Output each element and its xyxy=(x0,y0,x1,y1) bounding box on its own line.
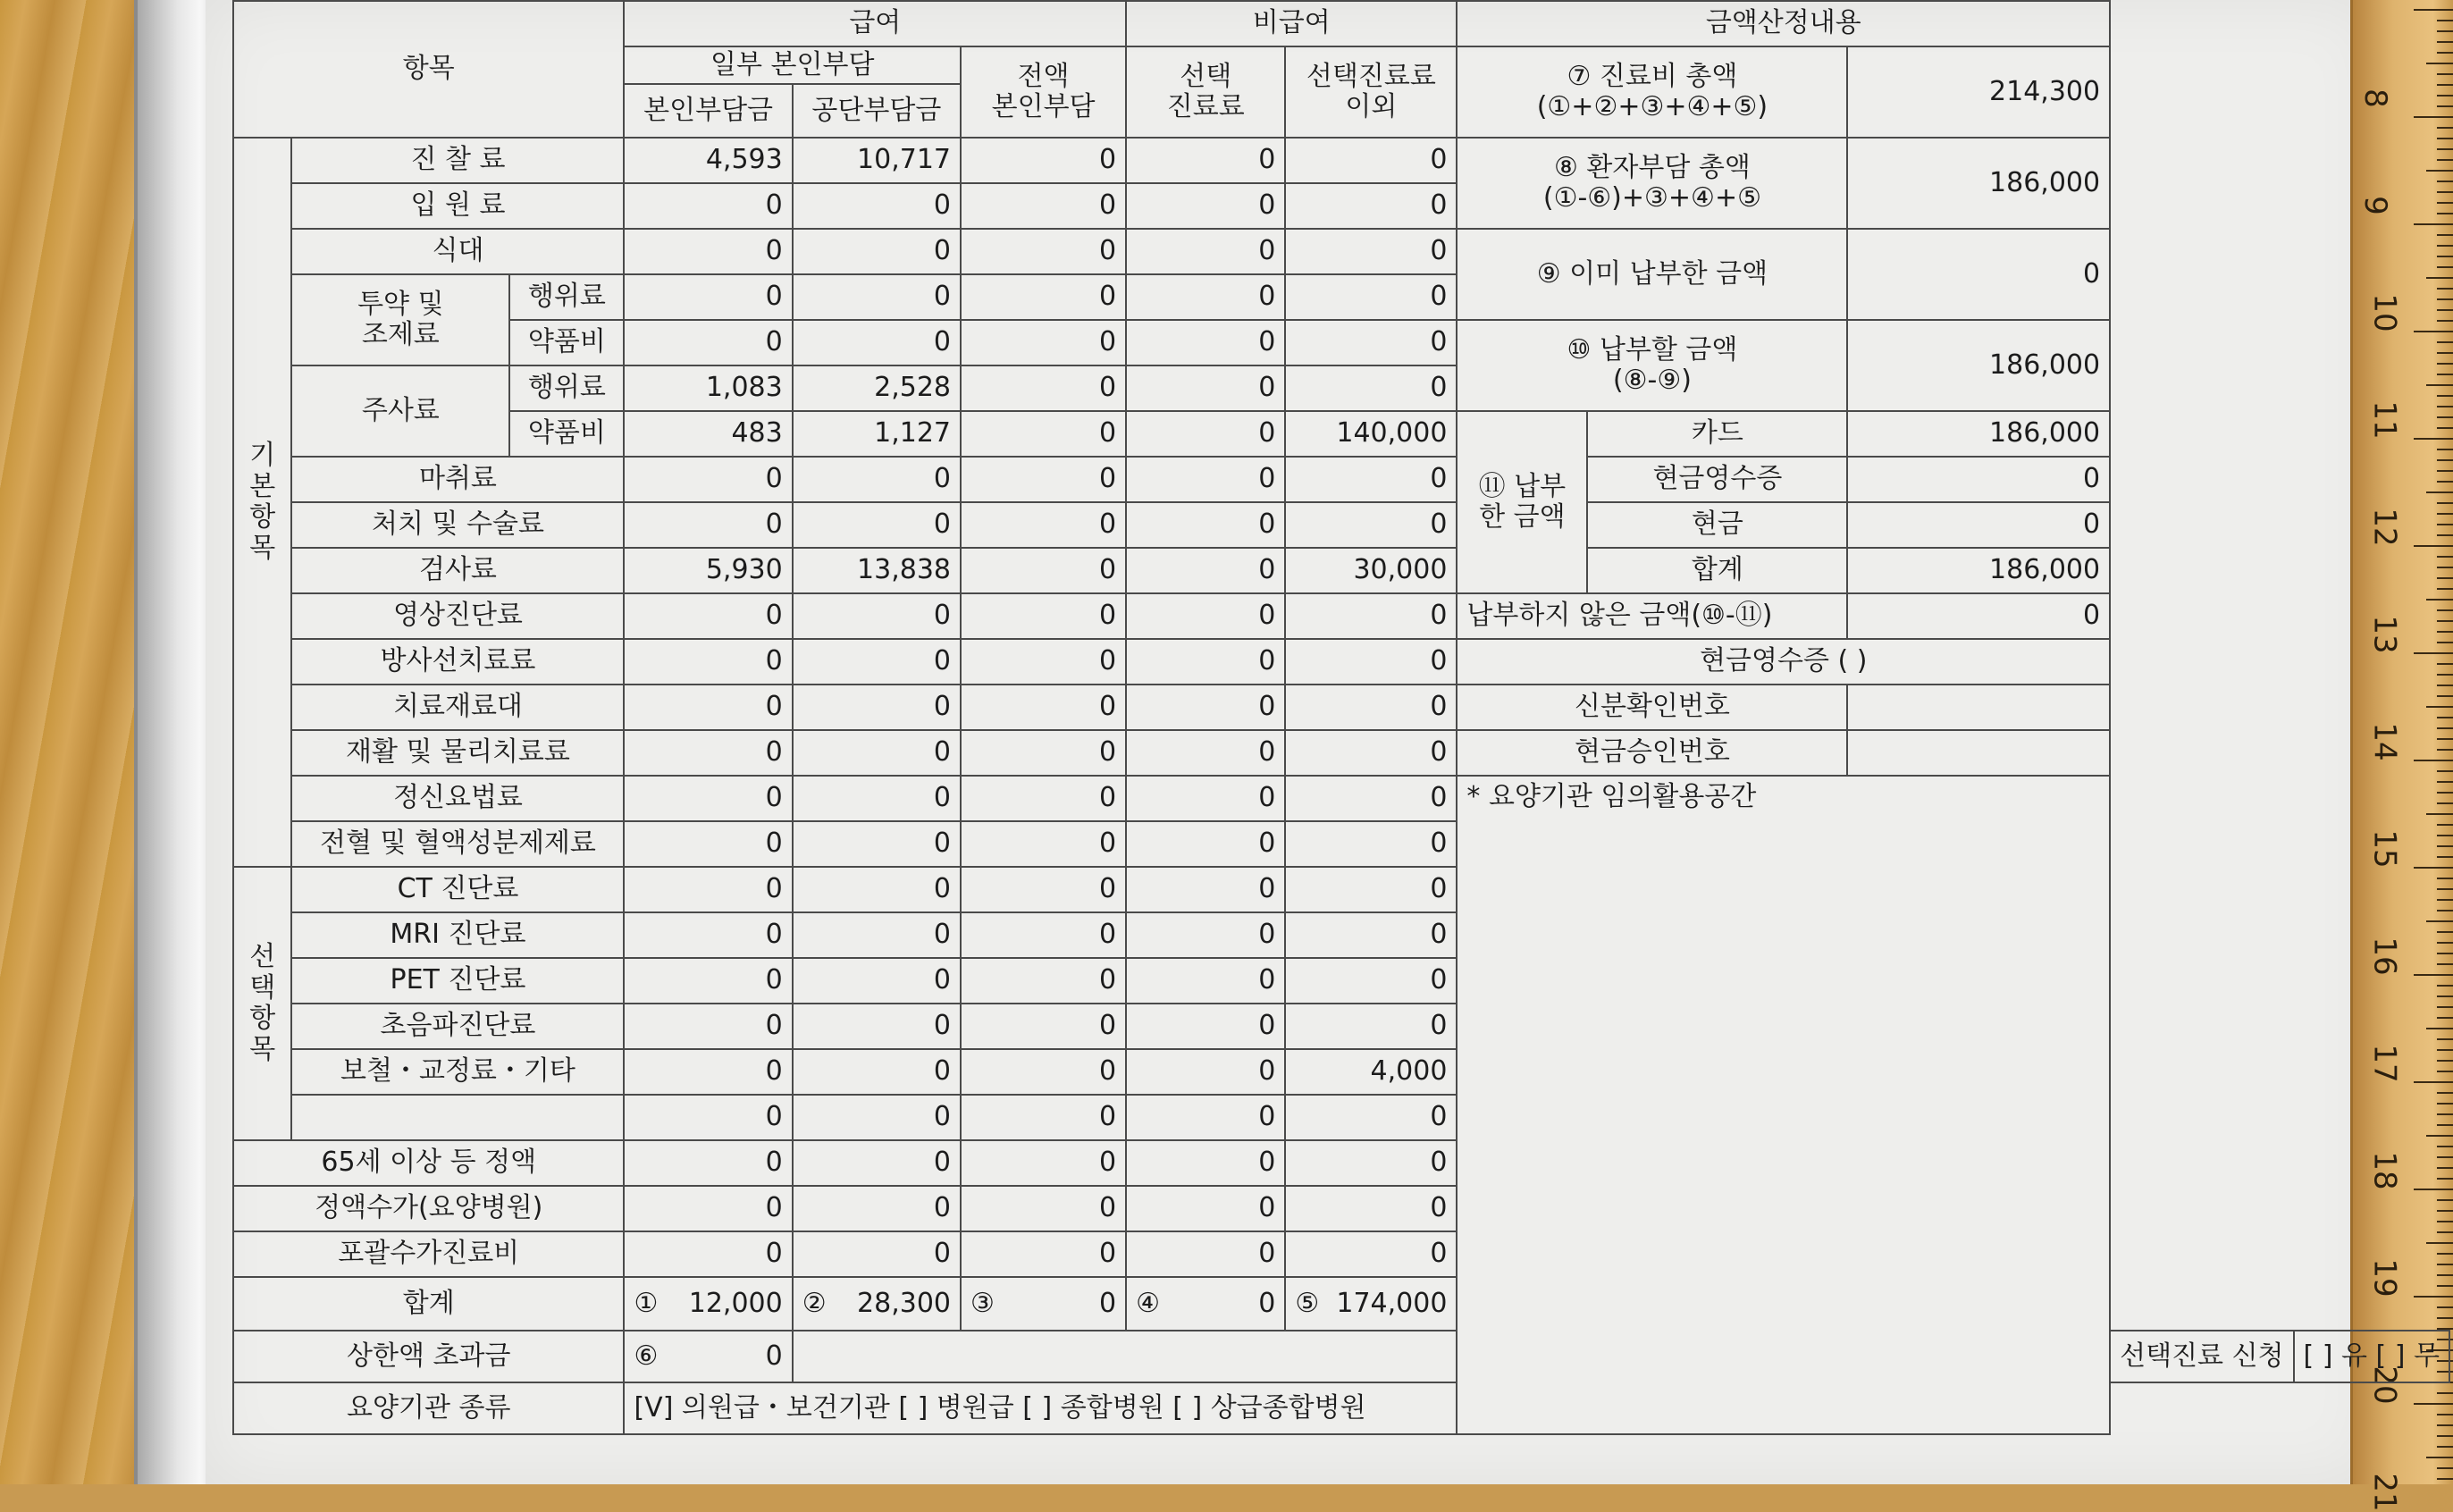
ruler-number: 18 xyxy=(2366,1151,2403,1190)
row-value-3: 0 xyxy=(1126,730,1285,776)
table-row xyxy=(233,320,2449,365)
row-value-1: 0 xyxy=(793,1186,961,1231)
row-value-0: 5,930 xyxy=(624,548,792,593)
row-value-4: 0 xyxy=(1285,730,1457,776)
row-value-3: 0 xyxy=(1126,138,1285,183)
totals-value-1: ② 28,300 xyxy=(793,1277,961,1331)
row-value-2: 0 xyxy=(961,457,1126,502)
row-value-3: 0 xyxy=(1126,502,1285,548)
row-value-4: 0 xyxy=(1285,1004,1457,1049)
calc-paid-value: 0 xyxy=(1847,229,2110,320)
row-value-2: 0 xyxy=(961,320,1126,365)
header-self: 본인부담금 xyxy=(624,84,792,138)
row-value-4: 0 xyxy=(1285,1140,1457,1186)
calc-due-label: ⑩ 납부할 금액 (⑧-⑨) xyxy=(1457,320,1847,411)
row-value-4: 0 xyxy=(1285,138,1457,183)
row-value-0: 0 xyxy=(624,1095,792,1140)
row-value-0: 1,083 xyxy=(624,365,792,411)
excess-value: ⑥ 0 xyxy=(624,1331,792,1382)
circled-number: ④ xyxy=(1136,1287,1161,1319)
row-value-1: 0 xyxy=(793,320,961,365)
row-value-1: 0 xyxy=(793,1095,961,1140)
row-value-4: 0 xyxy=(1285,183,1457,229)
calc-sum-value: 186,000 xyxy=(1847,548,2110,593)
row-value-4: 0 xyxy=(1285,593,1457,639)
row-value-4: 0 xyxy=(1285,958,1457,1004)
row-value-2: 0 xyxy=(961,1095,1126,1140)
row-value-1: 0 xyxy=(793,229,961,274)
calc-approval-label: 현금승인번호 xyxy=(1457,730,1847,776)
circled-number: ① xyxy=(634,1287,659,1319)
row-value-0: 0 xyxy=(624,912,792,958)
row-label: 보철・교정료・기타 xyxy=(291,1049,624,1095)
table-row xyxy=(233,639,2449,685)
ruler-number: 16 xyxy=(2366,937,2403,976)
row-value-4: 0 xyxy=(1285,1095,1457,1140)
table-row xyxy=(233,821,2449,867)
row-value-0: 0 xyxy=(624,639,792,685)
row-value-0: 0 xyxy=(624,1004,792,1049)
table-row xyxy=(233,1049,2449,1095)
row-value-3: 0 xyxy=(1126,1186,1285,1231)
table-row xyxy=(233,457,2449,502)
row-value-0: 0 xyxy=(624,320,792,365)
header-item: 항목 xyxy=(233,1,624,138)
table-row xyxy=(233,229,2449,274)
free-space: * 요양기관 임의활용공간 xyxy=(1457,776,2110,1434)
row-value-2: 0 xyxy=(961,365,1126,411)
row-value-2: 0 xyxy=(961,274,1126,320)
ruler-number: 8 xyxy=(2356,88,2393,108)
row-value-1: 0 xyxy=(793,1049,961,1095)
row-value-4: 0 xyxy=(1285,1186,1457,1231)
row-value-3: 0 xyxy=(1126,912,1285,958)
table-row xyxy=(233,1095,2449,1140)
row-label: 재활 및 물리치료료 xyxy=(291,730,624,776)
row-value-3: 0 xyxy=(1126,274,1285,320)
excess-label: 상한액 초과금 xyxy=(233,1331,624,1382)
row-label: 영상진단료 xyxy=(291,593,624,639)
row-value-0: 0 xyxy=(624,457,792,502)
row-value-1: 0 xyxy=(793,958,961,1004)
row-value-1: 0 xyxy=(793,274,961,320)
row-value-0: 0 xyxy=(624,958,792,1004)
row-value-1: 0 xyxy=(793,1231,961,1277)
row-value-3: 0 xyxy=(1126,411,1285,457)
row-value-3: 0 xyxy=(1126,365,1285,411)
calc-approval-value xyxy=(1847,730,2110,776)
row-value-1: 0 xyxy=(793,821,961,867)
row-label: 행위료 xyxy=(509,365,624,411)
table-row xyxy=(233,912,2449,958)
row-value-4: 0 xyxy=(1285,274,1457,320)
table-row xyxy=(233,1140,2449,1186)
row-value-1: 0 xyxy=(793,639,961,685)
header-calc: 금액산정내용 xyxy=(1457,1,2110,46)
row-value-0: 0 xyxy=(624,274,792,320)
calc-payment-label: ⑪ 납부 한 금액 xyxy=(1457,411,1587,593)
row-value-4: 0 xyxy=(1285,776,1457,821)
ruler-tick xyxy=(2437,1467,2453,1469)
row-label: 정액수가(요양병원) xyxy=(233,1186,624,1231)
calc-patient-value: 186,000 xyxy=(1847,138,2110,229)
row-value-2: 0 xyxy=(961,1004,1126,1049)
row-value-2: 0 xyxy=(961,867,1126,912)
row-label: 마취료 xyxy=(291,457,624,502)
table-row xyxy=(233,274,2449,320)
circled-number: ⑥ xyxy=(634,1340,659,1372)
row-value-0: 4,593 xyxy=(624,138,792,183)
row-label: 방사선치료료 xyxy=(291,639,624,685)
row-value-0: 0 xyxy=(624,593,792,639)
circled-number: ② xyxy=(802,1287,827,1319)
totals-value-2: ③ 0 xyxy=(961,1277,1126,1331)
row-value-3: 0 xyxy=(1126,457,1285,502)
calc-card-label: 카드 xyxy=(1587,411,1847,457)
ruler-number: 17 xyxy=(2366,1044,2403,1083)
row-value-3: 0 xyxy=(1126,958,1285,1004)
row-value-1: 13,838 xyxy=(793,548,961,593)
row-value-1: 0 xyxy=(793,1140,961,1186)
calc-due-value: 186,000 xyxy=(1847,320,2110,411)
row-group-label: 주사료 xyxy=(291,365,509,457)
circled-number: ③ xyxy=(970,1287,995,1319)
table-row xyxy=(233,138,2449,183)
table-row xyxy=(233,365,2449,411)
row-label: 초음파진단료 xyxy=(291,1004,624,1049)
row-label: CT 진단료 xyxy=(291,867,624,912)
row-value-2: 0 xyxy=(961,138,1126,183)
row-value-3: 0 xyxy=(1126,1049,1285,1095)
row-label: 약품비 xyxy=(509,411,624,457)
row-label: 식대 xyxy=(291,229,624,274)
table-row xyxy=(233,548,2449,593)
row-value-1: 10,717 xyxy=(793,138,961,183)
calc-unpaid-label: 납부하지 않은 금액(⑩-⑪) xyxy=(1457,593,1847,639)
row-value-1: 0 xyxy=(793,867,961,912)
row-value-3: 0 xyxy=(1126,548,1285,593)
row-value-4: 0 xyxy=(1285,639,1457,685)
row-value-3: 0 xyxy=(1126,593,1285,639)
header-noninsured: 비급여 xyxy=(1126,1,1457,46)
row-value-2: 0 xyxy=(961,183,1126,229)
row-value-1: 0 xyxy=(793,685,961,730)
ruler-tick xyxy=(2426,1457,2453,1458)
table-row xyxy=(233,1186,2449,1231)
table-row xyxy=(233,958,2449,1004)
table-row xyxy=(233,183,2449,229)
table-row xyxy=(233,411,2449,457)
ruler-number: 21 xyxy=(2366,1473,2403,1512)
row-value-1: 0 xyxy=(793,1004,961,1049)
row-label: 약품비 xyxy=(509,320,624,365)
totals-label: 합계 xyxy=(233,1277,624,1331)
row-value-2: 0 xyxy=(961,912,1126,958)
row-label: 처치 및 수술료 xyxy=(291,502,624,548)
row-value-2: 0 xyxy=(961,1049,1126,1095)
calc-id-label: 신분확인번호 xyxy=(1457,685,1847,730)
table-row xyxy=(233,1004,2449,1049)
ruler-number: 19 xyxy=(2366,1258,2403,1298)
row-value-3: 0 xyxy=(1126,1004,1285,1049)
row-value-2: 0 xyxy=(961,730,1126,776)
totals-value-4: ⑤ 174,000 xyxy=(1285,1277,1457,1331)
row-value-4: 30,000 xyxy=(1285,548,1457,593)
row-value-0: 0 xyxy=(624,867,792,912)
row-value-0: 0 xyxy=(624,685,792,730)
row-value-3: 0 xyxy=(1126,320,1285,365)
calc-cashreceipt-label: 현금영수증 xyxy=(1587,457,1847,502)
row-value-2: 0 xyxy=(961,685,1126,730)
row-label: 정신요법료 xyxy=(291,776,624,821)
select-req-label: 선택진료 신청 xyxy=(2110,1331,2293,1382)
row-value-3: 0 xyxy=(1126,1140,1285,1186)
row-value-2: 0 xyxy=(961,411,1126,457)
ruler-number: 12 xyxy=(2366,508,2403,547)
ruler-number: 14 xyxy=(2366,722,2403,761)
row-label: 검사료 xyxy=(291,548,624,593)
header-full: 전액 본인부담 xyxy=(961,46,1126,138)
medical-receipt-table xyxy=(232,0,2450,1435)
row-value-0: 0 xyxy=(624,1049,792,1095)
header-partial: 일부 본인부담 xyxy=(624,46,961,84)
header-insured: 급여 xyxy=(624,1,1126,46)
row-value-4: 4,000 xyxy=(1285,1049,1457,1095)
row-value-4: 0 xyxy=(1285,685,1457,730)
totals-value-3: ④ 0 xyxy=(1126,1277,1285,1331)
row-value-3: 0 xyxy=(1126,229,1285,274)
row-value-2: 0 xyxy=(961,502,1126,548)
row-value-3: 0 xyxy=(1126,1095,1285,1140)
header-corp: 공단부담금 xyxy=(793,84,961,138)
row-value-4: 140,000 xyxy=(1285,411,1457,457)
row-value-3: 0 xyxy=(1126,685,1285,730)
ruler-number: 15 xyxy=(2366,829,2403,869)
calc-card-value: 186,000 xyxy=(1847,411,2110,457)
table-row xyxy=(233,776,2449,821)
calc-total-value: 214,300 xyxy=(1847,46,2110,138)
row-value-4: 0 xyxy=(1285,457,1457,502)
row-value-3: 0 xyxy=(1126,639,1285,685)
calc-cash-value: 0 xyxy=(1847,502,2110,548)
row-value-2: 0 xyxy=(961,1140,1126,1186)
institution-label: 요양기관 종류 xyxy=(233,1382,624,1434)
row-value-2: 0 xyxy=(961,776,1126,821)
table-row xyxy=(233,867,2449,912)
row-label xyxy=(291,1095,624,1140)
row-value-4: 0 xyxy=(1285,502,1457,548)
row-label: 행위료 xyxy=(509,274,624,320)
row-value-1: 0 xyxy=(793,912,961,958)
row-group-label: 투약 및 조제료 xyxy=(291,274,509,365)
calc-paid-label: ⑨ 이미 납부한 금액 xyxy=(1457,229,1847,320)
row-value-0: 0 xyxy=(624,183,792,229)
ruler-number: 9 xyxy=(2356,196,2393,215)
excess-blank xyxy=(793,1331,1458,1382)
row-label: MRI 진단료 xyxy=(291,912,624,958)
header-select: 선택 진료료 xyxy=(1126,46,1285,138)
row-value-0: 0 xyxy=(624,1140,792,1186)
row-label: 포괄수가진료비 xyxy=(233,1231,624,1277)
row-value-2: 0 xyxy=(961,229,1126,274)
row-value-2: 0 xyxy=(961,958,1126,1004)
group-selective: 선 택 항 목 xyxy=(233,867,291,1140)
row-value-4: 0 xyxy=(1285,1231,1457,1277)
row-label: 입 원 료 xyxy=(291,183,624,229)
row-label: 치료재료대 xyxy=(291,685,624,730)
row-label: 65세 이상 등 정액 xyxy=(233,1140,624,1186)
row-value-0: 0 xyxy=(624,502,792,548)
institution-options: [V] 의원급・보건기관 [ ] 병원급 [ ] 종합병원 [ ] 상급종합병원 xyxy=(624,1382,2110,1434)
row-value-0: 0 xyxy=(624,1186,792,1231)
calc-id-value xyxy=(1847,685,2110,730)
table-row xyxy=(233,502,2449,548)
row-value-0: 0 xyxy=(624,821,792,867)
row-value-3: 0 xyxy=(1126,821,1285,867)
row-value-1: 0 xyxy=(793,457,961,502)
row-value-3: 0 xyxy=(1126,776,1285,821)
row-label: PET 진단료 xyxy=(291,958,624,1004)
row-value-4: 0 xyxy=(1285,867,1457,912)
row-value-0: 0 xyxy=(624,776,792,821)
row-value-4: 0 xyxy=(1285,229,1457,274)
row-value-0: 0 xyxy=(624,730,792,776)
row-label: 전혈 및 혈액성분제제료 xyxy=(291,821,624,867)
calc-sum-label: 합계 xyxy=(1587,548,1847,593)
row-label: 진 찰 료 xyxy=(291,138,624,183)
calc-receipt-header: 현금영수증 ( ) xyxy=(1457,639,2110,685)
row-value-1: 0 xyxy=(793,593,961,639)
row-value-0: 0 xyxy=(624,1231,792,1277)
row-value-0: 0 xyxy=(624,229,792,274)
table-row xyxy=(233,730,2449,776)
ruler-tick xyxy=(2437,1435,2453,1437)
row-value-3: 0 xyxy=(1126,183,1285,229)
ruler-tick xyxy=(2437,1478,2453,1480)
row-value-0: 483 xyxy=(624,411,792,457)
calc-patient-label: ⑧ 환자부담 총액 (①-⑥)+③+④+⑤ xyxy=(1457,138,1847,229)
calc-unpaid-value: 0 xyxy=(1847,593,2110,639)
ruler-number: 20 xyxy=(2366,1365,2403,1405)
row-value-2: 0 xyxy=(961,593,1126,639)
row-value-1: 2,528 xyxy=(793,365,961,411)
table-row xyxy=(233,1231,2449,1277)
row-value-2: 0 xyxy=(961,1186,1126,1231)
row-value-1: 0 xyxy=(793,776,961,821)
row-value-4: 0 xyxy=(1285,912,1457,958)
header-select-other: 선택진료료 이외 xyxy=(1285,46,1457,138)
row-value-1: 1,127 xyxy=(793,411,961,457)
ruler-number: 11 xyxy=(2366,400,2403,440)
calc-cash-label: 현금 xyxy=(1587,502,1847,548)
row-value-4: 0 xyxy=(1285,365,1457,411)
calc-total-label: ⑦ 진료비 총액 (①+②+③+④+⑤) xyxy=(1457,46,1847,138)
group-basic: 기 본 항 목 xyxy=(233,138,291,867)
totals-value-0: ① 12,000 xyxy=(624,1277,792,1331)
ruler-tick xyxy=(2437,1446,2453,1448)
row-value-1: 0 xyxy=(793,502,961,548)
circled-number: ⑤ xyxy=(1295,1287,1320,1319)
select-req-options: [ ] 유 [ ] 무 xyxy=(2294,1331,2449,1382)
row-value-3: 0 xyxy=(1126,1231,1285,1277)
calc-cashreceipt-value: 0 xyxy=(1847,457,2110,502)
ruler-number: 10 xyxy=(2366,293,2403,332)
row-value-2: 0 xyxy=(961,821,1126,867)
row-value-3: 0 xyxy=(1126,867,1285,912)
row-value-2: 0 xyxy=(961,639,1126,685)
table-row xyxy=(233,593,2449,639)
table-row xyxy=(233,685,2449,730)
row-value-1: 0 xyxy=(793,730,961,776)
row-value-2: 0 xyxy=(961,1231,1126,1277)
row-value-4: 0 xyxy=(1285,320,1457,365)
row-value-2: 0 xyxy=(961,548,1126,593)
row-value-1: 0 xyxy=(793,183,961,229)
row-value-4: 0 xyxy=(1285,821,1457,867)
ruler-number: 13 xyxy=(2366,615,2403,654)
